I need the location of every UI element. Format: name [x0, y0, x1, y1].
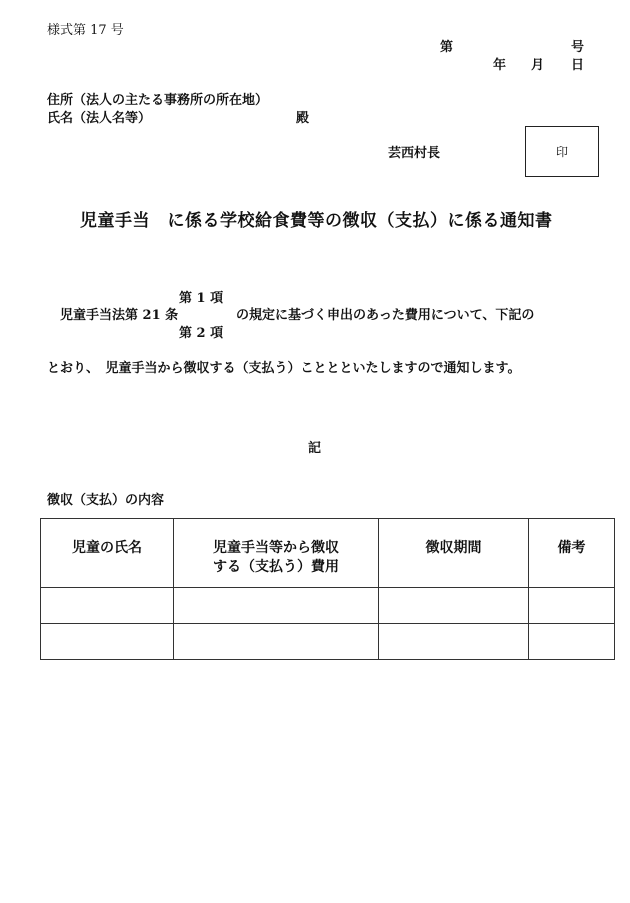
date-month: 月 [531, 58, 545, 73]
ki-heading: 記 [308, 441, 322, 456]
table-cell [41, 624, 174, 660]
seal-box [525, 126, 599, 177]
doc-number-suffix: 号 [571, 40, 585, 55]
table-cell [529, 624, 615, 660]
table-row [41, 624, 615, 660]
header-cost [174, 519, 379, 588]
table-row [41, 588, 615, 624]
address-label: 住所（法人の主たる事務所の所在地） [47, 93, 269, 108]
law-reference: 児童手当法第 21 条 [60, 308, 179, 323]
date-day: 日 [571, 58, 585, 73]
header-child-name: 児童の氏名 [41, 519, 174, 588]
document-title: 児童手当 に係る学校給食費等の徴収（支払）に係る通知書 [80, 211, 553, 231]
table-cell [529, 588, 615, 624]
issuer-name: 芸西村長 [388, 146, 441, 161]
seal-label: 印 [555, 144, 568, 159]
doc-number-prefix: 第 [440, 40, 454, 55]
content-table [40, 518, 615, 660]
form-number: 様式第 17 号 [47, 23, 124, 38]
table-cell [174, 624, 379, 660]
table-cell [174, 588, 379, 624]
table-cell [379, 588, 529, 624]
date-year: 年 [493, 58, 507, 73]
body-line-1: の規定に基づく申出のあった費用について、下記の [236, 308, 535, 323]
table-cell [41, 588, 174, 624]
header-cost-line-1: 児童手当等から徴収 [213, 540, 339, 556]
body-line-2: とおり、 児童手当から徴収する（支払う）こととといたしますので通知します。 [47, 361, 521, 376]
clause-1: 第 1 項 [179, 291, 224, 306]
table-header-row [41, 519, 615, 588]
table-cell [379, 624, 529, 660]
header-remarks: 備考 [529, 519, 615, 588]
honorific: 殿 [296, 111, 310, 126]
name-label: 氏名（法人名等） [47, 111, 152, 126]
clause-2: 第 2 項 [179, 326, 224, 341]
header-cost-line-2: する（支払う）費用 [213, 559, 339, 575]
section-label: 徴収（支払）の内容 [47, 493, 165, 508]
header-period: 徴収期間 [379, 519, 529, 588]
